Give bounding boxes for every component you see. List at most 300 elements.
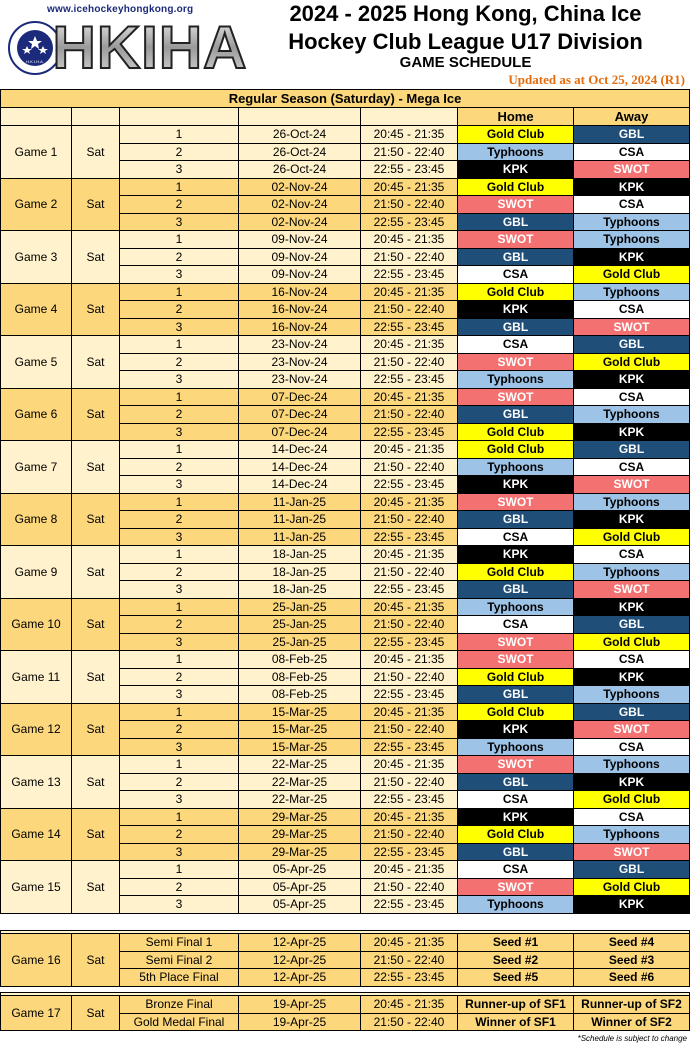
- team-cell: SWOT: [458, 756, 574, 774]
- regular-season-table: [0, 89, 690, 914]
- team-cell: Typhoons: [458, 371, 574, 389]
- away-seed: Seed #6: [574, 969, 690, 987]
- team-cell: SWOT: [458, 651, 574, 669]
- game-label: Game 1: [1, 126, 72, 179]
- match-time: 21:50 - 22:40: [361, 406, 458, 424]
- match-time: 20:45 - 21:35: [361, 493, 458, 511]
- match-date: 26-Oct-24: [239, 126, 361, 144]
- match-time: 20:45 - 21:35: [361, 283, 458, 301]
- match-date: 08-Feb-25: [239, 668, 361, 686]
- team-cell: GBL: [458, 773, 574, 791]
- team-cell: CSA: [458, 791, 574, 809]
- match-date: 25-Jan-25: [239, 633, 361, 651]
- playoff-row: [1, 934, 690, 952]
- team-cell: SWOT: [458, 633, 574, 651]
- match-number: 3: [120, 791, 239, 809]
- website-url[interactable]: www.icehockeyhongkong.org: [47, 4, 194, 15]
- team-cell: CSA: [574, 651, 690, 669]
- match-date: 29-Mar-25: [239, 826, 361, 844]
- game-label: Game 8: [1, 493, 72, 546]
- game-day: Sat: [72, 388, 120, 441]
- team-cell: Gold Club: [574, 353, 690, 371]
- team-cell: KPK: [574, 773, 690, 791]
- team-cell: SWOT: [574, 161, 690, 179]
- match-time: 20:45 - 21:35: [361, 336, 458, 354]
- team-cell: CSA: [574, 388, 690, 406]
- game-day: Sat: [72, 178, 120, 231]
- finals-table: [0, 992, 690, 1031]
- match-time: 20:45 - 21:35: [361, 441, 458, 459]
- match-number: 3: [120, 371, 239, 389]
- match-time: 21:50 - 22:40: [361, 878, 458, 896]
- game-label: Game 6: [1, 388, 72, 441]
- match-time: 21:50 - 22:40: [361, 353, 458, 371]
- team-cell: Gold Club: [574, 266, 690, 284]
- game-label: Game 14: [1, 808, 72, 861]
- team-cell: Typhoons: [574, 283, 690, 301]
- team-cell: KPK: [458, 721, 574, 739]
- game-label: Game 15: [1, 861, 72, 914]
- game-label: Game 12: [1, 703, 72, 756]
- match-row: [1, 546, 690, 564]
- team-cell: CSA: [574, 808, 690, 826]
- team-cell: SWOT: [458, 196, 574, 214]
- match-row: [1, 493, 690, 511]
- match-number: 2: [120, 301, 239, 319]
- match-number: 2: [120, 826, 239, 844]
- game-day: Sat: [72, 934, 120, 987]
- team-cell: Typhoons: [574, 756, 690, 774]
- home-seed: Winner of SF1: [458, 1013, 574, 1031]
- team-cell: SWOT: [574, 721, 690, 739]
- match-number: 3: [120, 423, 239, 441]
- match-time: 21:50 - 22:40: [361, 563, 458, 581]
- match-date: 29-Mar-25: [239, 843, 361, 861]
- match-time: 20:45 - 21:35: [361, 178, 458, 196]
- round-name: Gold Medal Final: [120, 1013, 239, 1031]
- match-date: 23-Nov-24: [239, 371, 361, 389]
- team-cell: Typhoons: [574, 686, 690, 704]
- match-time: 20:45 - 21:35: [361, 756, 458, 774]
- round-name: Semi Final 1: [120, 934, 239, 952]
- match-time: 22:55 - 23:45: [361, 528, 458, 546]
- match-number: 1: [120, 493, 239, 511]
- team-cell: Gold Club: [458, 826, 574, 844]
- playoff-row: [1, 996, 690, 1014]
- home-seed: Seed #2: [458, 951, 574, 969]
- match-date: 08-Feb-25: [239, 686, 361, 704]
- team-cell: Typhoons: [574, 493, 690, 511]
- match-time: 22:55 - 23:45: [361, 738, 458, 756]
- match-number: 2: [120, 616, 239, 634]
- team-cell: GBL: [458, 581, 574, 599]
- match-date: 09-Nov-24: [239, 231, 361, 249]
- game-day: Sat: [72, 441, 120, 494]
- match-time: 20:45 - 21:35: [361, 651, 458, 669]
- match-time: 22:55 - 23:45: [361, 969, 458, 987]
- team-cell: CSA: [458, 266, 574, 284]
- match-number: 2: [120, 511, 239, 529]
- match-number: 1: [120, 441, 239, 459]
- team-cell: Typhoons: [574, 231, 690, 249]
- title-block: [240, 0, 691, 88]
- team-cell: CSA: [574, 546, 690, 564]
- team-cell: KPK: [574, 598, 690, 616]
- match-row: [1, 283, 690, 301]
- match-number: 1: [120, 861, 239, 879]
- playoff-table: [0, 930, 690, 987]
- match-date: 16-Nov-24: [239, 318, 361, 336]
- match-number: 3: [120, 213, 239, 231]
- team-cell: Typhoons: [458, 458, 574, 476]
- team-cell: CSA: [458, 616, 574, 634]
- match-date: 11-Jan-25: [239, 511, 361, 529]
- game-day: Sat: [72, 996, 120, 1031]
- away-seed: Seed #4: [574, 934, 690, 952]
- match-date: 23-Nov-24: [239, 353, 361, 371]
- match-number: 2: [120, 721, 239, 739]
- match-number: 3: [120, 476, 239, 494]
- home-seed: Seed #1: [458, 934, 574, 952]
- match-number: 3: [120, 686, 239, 704]
- team-cell: KPK: [574, 178, 690, 196]
- page-title-line2: Hockey Club League U17 Division: [288, 29, 643, 54]
- match-date: 02-Nov-24: [239, 178, 361, 196]
- match-time: 21:50 - 22:40: [361, 248, 458, 266]
- match-date: 05-Apr-25: [239, 896, 361, 914]
- match-time: 20:45 - 21:35: [361, 231, 458, 249]
- match-number: 3: [120, 843, 239, 861]
- game-label: Game 11: [1, 651, 72, 704]
- team-cell: Gold Club: [458, 668, 574, 686]
- match-number: 3: [120, 161, 239, 179]
- team-cell: Typhoons: [574, 213, 690, 231]
- match-number: 2: [120, 668, 239, 686]
- match-time: 22:55 - 23:45: [361, 476, 458, 494]
- match-number: 2: [120, 563, 239, 581]
- team-cell: GBL: [574, 336, 690, 354]
- team-cell: KPK: [458, 161, 574, 179]
- match-number: 1: [120, 178, 239, 196]
- match-time: 20:45 - 21:35: [361, 126, 458, 144]
- match-row: [1, 598, 690, 616]
- away-seed: Runner-up of SF2: [574, 996, 690, 1014]
- home-column-header: Home: [458, 108, 574, 126]
- match-number: 2: [120, 196, 239, 214]
- team-cell: GBL: [574, 861, 690, 879]
- match-number: 2: [120, 458, 239, 476]
- match-number: 1: [120, 598, 239, 616]
- match-time: 22:55 - 23:45: [361, 843, 458, 861]
- team-cell: KPK: [574, 896, 690, 914]
- match-date: 02-Nov-24: [239, 196, 361, 214]
- match-number: 1: [120, 808, 239, 826]
- match-date: 23-Nov-24: [239, 336, 361, 354]
- away-seed: Seed #3: [574, 951, 690, 969]
- away-seed: Winner of SF2: [574, 1013, 690, 1031]
- game-day: Sat: [72, 598, 120, 651]
- match-time: 22:55 - 23:45: [361, 581, 458, 599]
- match-number: 1: [120, 756, 239, 774]
- match-date: 05-Apr-25: [239, 878, 361, 896]
- match-row: [1, 703, 690, 721]
- match-time: 21:50 - 22:40: [361, 301, 458, 319]
- match-row: [1, 126, 690, 144]
- match-row: [1, 231, 690, 249]
- match-time: 21:50 - 22:40: [361, 951, 458, 969]
- match-number: 1: [120, 703, 239, 721]
- team-cell: GBL: [574, 616, 690, 634]
- team-cell: CSA: [574, 301, 690, 319]
- game-day: Sat: [72, 126, 120, 179]
- team-cell: Gold Club: [574, 528, 690, 546]
- match-row: [1, 808, 690, 826]
- team-cell: KPK: [458, 301, 574, 319]
- match-date: 07-Dec-24: [239, 406, 361, 424]
- match-number: 1: [120, 283, 239, 301]
- match-number: 2: [120, 143, 239, 161]
- match-time: 21:50 - 22:40: [361, 143, 458, 161]
- match-date: 18-Jan-25: [239, 563, 361, 581]
- team-cell: SWOT: [458, 878, 574, 896]
- match-time: 20:45 - 21:35: [361, 598, 458, 616]
- game-label: Game 13: [1, 756, 72, 809]
- round-name: Semi Final 2: [120, 951, 239, 969]
- game-day: Sat: [72, 861, 120, 914]
- game-day: Sat: [72, 651, 120, 704]
- match-date: 29-Mar-25: [239, 808, 361, 826]
- match-time: 22:55 - 23:45: [361, 161, 458, 179]
- match-row: [1, 861, 690, 879]
- match-row: [1, 336, 690, 354]
- page-header: [0, 0, 691, 88]
- team-cell: GBL: [458, 248, 574, 266]
- team-cell: CSA: [458, 528, 574, 546]
- team-cell: CSA: [458, 861, 574, 879]
- match-time: 21:50 - 22:40: [361, 1013, 458, 1031]
- team-cell: Typhoons: [574, 406, 690, 424]
- team-cell: Typhoons: [458, 143, 574, 161]
- team-cell: SWOT: [458, 388, 574, 406]
- team-cell: GBL: [574, 441, 690, 459]
- team-cell: Gold Club: [458, 126, 574, 144]
- team-cell: KPK: [574, 371, 690, 389]
- match-date: 15-Mar-25: [239, 738, 361, 756]
- game-day: Sat: [72, 231, 120, 284]
- match-date: 22-Mar-25: [239, 773, 361, 791]
- team-cell: CSA: [574, 143, 690, 161]
- match-date: 09-Nov-24: [239, 248, 361, 266]
- match-row: [1, 178, 690, 196]
- match-date: 18-Jan-25: [239, 546, 361, 564]
- logo-wordmark-text: HKIHA: [52, 14, 248, 81]
- team-cell: KPK: [458, 476, 574, 494]
- team-cell: CSA: [458, 336, 574, 354]
- match-date: 02-Nov-24: [239, 213, 361, 231]
- match-number: 1: [120, 126, 239, 144]
- match-time: 21:50 - 22:40: [361, 773, 458, 791]
- match-time: 22:55 - 23:45: [361, 896, 458, 914]
- team-cell: GBL: [574, 703, 690, 721]
- team-cell: CSA: [574, 458, 690, 476]
- match-number: 1: [120, 388, 239, 406]
- game-day: Sat: [72, 808, 120, 861]
- match-number: 1: [120, 651, 239, 669]
- match-date: 14-Dec-24: [239, 458, 361, 476]
- team-cell: KPK: [458, 546, 574, 564]
- match-date: 12-Apr-25: [239, 951, 361, 969]
- page-title-line1: 2024 - 2025 Hong Kong, China Ice: [289, 1, 642, 26]
- match-time: 20:45 - 21:35: [361, 996, 458, 1014]
- team-cell: CSA: [574, 196, 690, 214]
- team-cell: Gold Club: [574, 791, 690, 809]
- game-label: Game 5: [1, 336, 72, 389]
- game-label: Game 7: [1, 441, 72, 494]
- page-subtitle: GAME SCHEDULE: [399, 54, 532, 71]
- match-time: 20:45 - 21:35: [361, 546, 458, 564]
- game-day: Sat: [72, 283, 120, 336]
- match-time: 22:55 - 23:45: [361, 318, 458, 336]
- match-date: 12-Apr-25: [239, 969, 361, 987]
- team-cell: KPK: [458, 808, 574, 826]
- match-time: 21:50 - 22:40: [361, 511, 458, 529]
- team-cell: Typhoons: [574, 563, 690, 581]
- team-cell: Typhoons: [458, 738, 574, 756]
- match-row: [1, 388, 690, 406]
- home-seed: Runner-up of SF1: [458, 996, 574, 1014]
- match-date: 25-Jan-25: [239, 598, 361, 616]
- match-date: 22-Mar-25: [239, 791, 361, 809]
- team-cell: Typhoons: [458, 598, 574, 616]
- game-label: Game 16: [1, 934, 72, 987]
- team-cell: SWOT: [574, 476, 690, 494]
- team-cell: GBL: [458, 843, 574, 861]
- match-time: 20:45 - 21:35: [361, 934, 458, 952]
- match-time: 21:50 - 22:40: [361, 721, 458, 739]
- team-cell: Typhoons: [574, 826, 690, 844]
- match-number: 3: [120, 581, 239, 599]
- match-time: 22:55 - 23:45: [361, 266, 458, 284]
- team-cell: KPK: [574, 423, 690, 441]
- match-date: 25-Jan-25: [239, 616, 361, 634]
- team-cell: Gold Club: [458, 563, 574, 581]
- game-day: Sat: [72, 703, 120, 756]
- match-number: 2: [120, 406, 239, 424]
- match-number: 3: [120, 896, 239, 914]
- team-cell: Gold Club: [458, 441, 574, 459]
- match-time: 20:45 - 21:35: [361, 808, 458, 826]
- schedule-footnote: *Schedule is subject to change: [577, 1034, 687, 1043]
- seal-text: H.K.I.H.A.: [26, 59, 44, 64]
- team-cell: GBL: [458, 318, 574, 336]
- game-day: Sat: [72, 756, 120, 809]
- match-date: 15-Mar-25: [239, 703, 361, 721]
- team-cell: CSA: [574, 738, 690, 756]
- game-label: Game 17: [1, 996, 72, 1031]
- game-label: Game 2: [1, 178, 72, 231]
- match-time: 22:55 - 23:45: [361, 423, 458, 441]
- match-number: 3: [120, 528, 239, 546]
- team-cell: SWOT: [458, 231, 574, 249]
- match-number: 3: [120, 266, 239, 284]
- match-date: 19-Apr-25: [239, 996, 361, 1014]
- match-date: 15-Mar-25: [239, 721, 361, 739]
- match-time: 21:50 - 22:40: [361, 826, 458, 844]
- match-time: 20:45 - 21:35: [361, 703, 458, 721]
- updated-note: Updated as at Oct 25, 2024 (R1): [508, 72, 685, 87]
- match-number: 2: [120, 878, 239, 896]
- team-cell: Typhoons: [458, 896, 574, 914]
- match-date: 14-Dec-24: [239, 441, 361, 459]
- home-seed: Seed #5: [458, 969, 574, 987]
- team-cell: Gold Club: [458, 703, 574, 721]
- match-time: 20:45 - 21:35: [361, 861, 458, 879]
- team-cell: SWOT: [458, 493, 574, 511]
- team-cell: SWOT: [574, 581, 690, 599]
- team-cell: GBL: [458, 511, 574, 529]
- team-cell: KPK: [574, 668, 690, 686]
- match-date: 05-Apr-25: [239, 861, 361, 879]
- match-date: 19-Apr-25: [239, 1013, 361, 1031]
- team-cell: Gold Club: [458, 423, 574, 441]
- match-number: 1: [120, 336, 239, 354]
- game-label: Game 10: [1, 598, 72, 651]
- match-number: 3: [120, 318, 239, 336]
- match-time: 20:45 - 21:35: [361, 388, 458, 406]
- team-cell: KPK: [574, 511, 690, 529]
- game-day: Sat: [72, 493, 120, 546]
- match-row: [1, 651, 690, 669]
- match-time: 22:55 - 23:45: [361, 371, 458, 389]
- match-date: 07-Dec-24: [239, 423, 361, 441]
- team-cell: SWOT: [458, 353, 574, 371]
- match-date: 16-Nov-24: [239, 301, 361, 319]
- away-column-header: Away: [574, 108, 690, 126]
- match-number: 1: [120, 546, 239, 564]
- game-day: Sat: [72, 336, 120, 389]
- hkiha-logo: [2, 0, 248, 84]
- match-time: 21:50 - 22:40: [361, 458, 458, 476]
- team-cell: GBL: [458, 213, 574, 231]
- match-row: [1, 756, 690, 774]
- match-time: 22:55 - 23:45: [361, 791, 458, 809]
- match-date: 09-Nov-24: [239, 266, 361, 284]
- team-cell: SWOT: [574, 318, 690, 336]
- game-label: Game 3: [1, 231, 72, 284]
- game-label: Game 4: [1, 283, 72, 336]
- match-date: 11-Jan-25: [239, 493, 361, 511]
- match-number: 2: [120, 773, 239, 791]
- match-date: 12-Apr-25: [239, 934, 361, 952]
- game-label: Game 9: [1, 546, 72, 599]
- match-time: 22:55 - 23:45: [361, 686, 458, 704]
- team-cell: KPK: [574, 248, 690, 266]
- match-number: 1: [120, 231, 239, 249]
- team-cell: SWOT: [574, 843, 690, 861]
- match-number: 3: [120, 738, 239, 756]
- match-date: 08-Feb-25: [239, 651, 361, 669]
- match-date: 18-Jan-25: [239, 581, 361, 599]
- match-time: 21:50 - 22:40: [361, 616, 458, 634]
- match-date: 07-Dec-24: [239, 388, 361, 406]
- match-date: 22-Mar-25: [239, 756, 361, 774]
- team-cell: GBL: [458, 686, 574, 704]
- match-time: 22:55 - 23:45: [361, 633, 458, 651]
- round-name: Bronze Final: [120, 996, 239, 1014]
- team-cell: Gold Club: [458, 283, 574, 301]
- section-title: Regular Season (Saturday) - Mega Ice: [1, 90, 690, 108]
- match-date: 16-Nov-24: [239, 283, 361, 301]
